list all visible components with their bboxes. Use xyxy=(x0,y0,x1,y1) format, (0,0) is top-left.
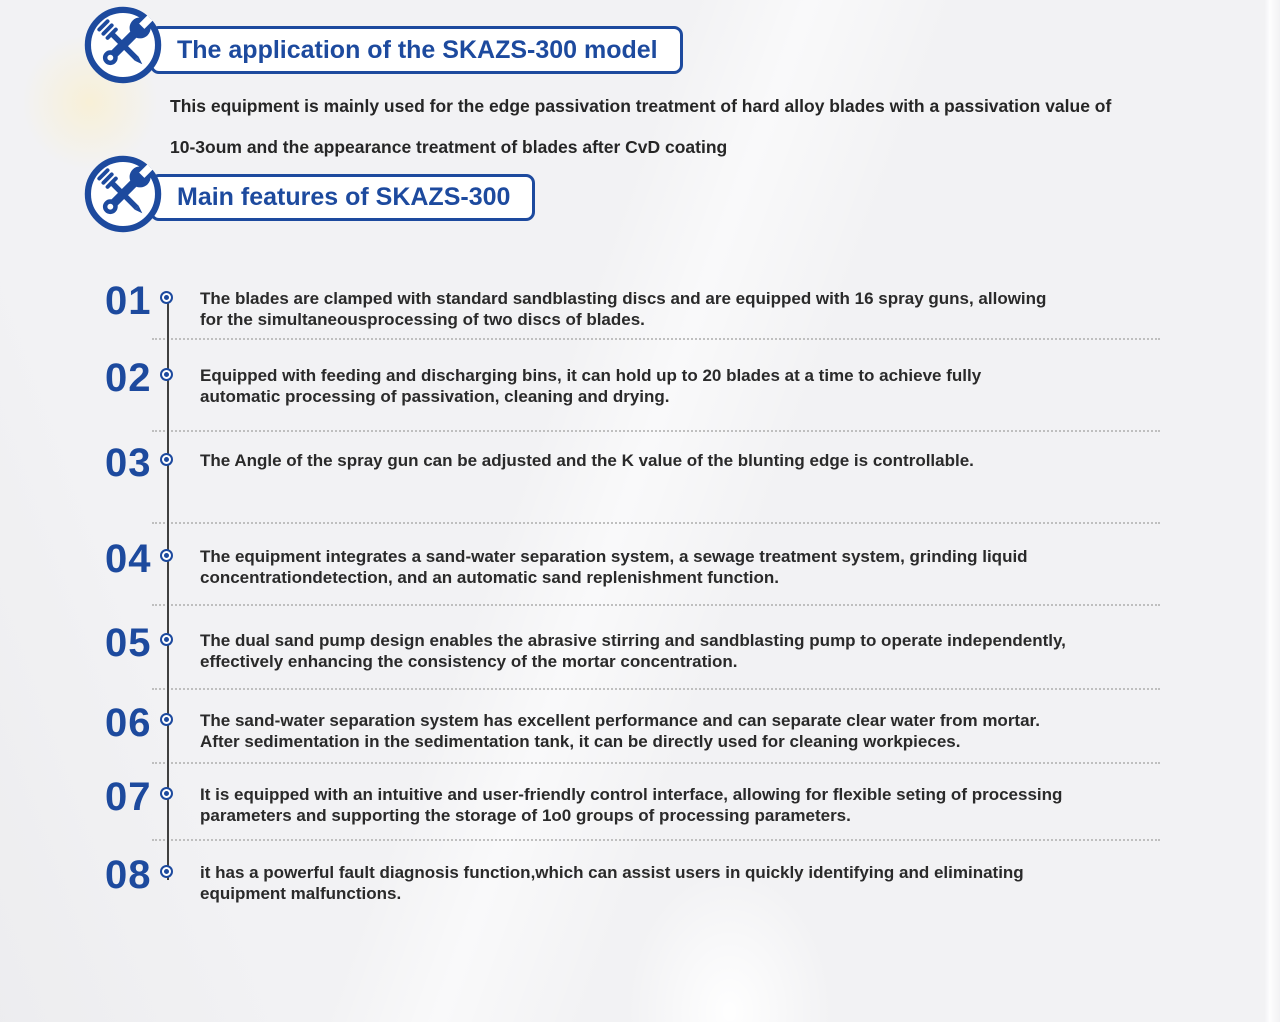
feature-text-line: effectively enhancing the consistency of the mortar concentration. xyxy=(200,652,738,671)
feature-text xyxy=(200,710,1190,752)
feature-text xyxy=(200,784,1190,826)
feature-text-line: The Angle of the spray gun can be adjusted and the K value of the blunting edge is controllable. xyxy=(200,451,974,470)
feature-number: 08 xyxy=(105,853,152,897)
feature-number: 07 xyxy=(105,775,152,819)
feature-item-02 xyxy=(105,356,1190,407)
feature-number: 06 xyxy=(105,701,152,745)
feature-item-03 xyxy=(105,441,1190,490)
feature-number: 03 xyxy=(105,441,152,485)
feature-text xyxy=(200,288,1190,330)
feature-item-08 xyxy=(105,853,1190,904)
dotted-divider xyxy=(152,688,1160,690)
feature-text-line: The sand-water separation system has excellent performance and can separate clear water from mortar. xyxy=(200,711,1040,730)
application-description-line: 10-3oum and the appearance treatment of blades after CvD coating xyxy=(170,137,728,157)
feature-item-05 xyxy=(105,621,1190,672)
feature-text xyxy=(200,450,1190,471)
feature-text xyxy=(200,862,1190,904)
feature-text-line: parameters and supporting the storage of 1o0 groups of processing parameters. xyxy=(200,806,851,825)
bullet-dot-icon xyxy=(162,455,171,464)
bullet-dot-icon xyxy=(162,370,171,379)
feature-item-01 xyxy=(105,279,1190,330)
features-section-title: Main features of SKAZS-300 xyxy=(150,174,535,221)
feature-number: 04 xyxy=(105,537,152,581)
bullet-dot-icon xyxy=(162,867,171,876)
dotted-divider xyxy=(152,604,1160,606)
feature-text-line: it has a powerful fault diagnosis function,which can assist users in quickly identifying and eliminating xyxy=(200,863,1024,882)
application-section-title: The application of the SKAZS-300 model xyxy=(150,26,683,74)
bullet-dot-icon xyxy=(162,551,171,560)
feature-item-07 xyxy=(105,775,1190,826)
dotted-divider xyxy=(152,522,1160,524)
feature-text xyxy=(200,365,1190,407)
feature-item-04 xyxy=(105,537,1190,588)
feature-text-line: for the simultaneousprocessing of two discs of blades. xyxy=(200,310,645,329)
feature-text xyxy=(200,546,1190,588)
feature-text-line: equipment malfunctions. xyxy=(200,884,402,903)
feature-text-line: It is equipped with an intuitive and user-friendly control interface, allowing for flexible seting of processing xyxy=(200,785,1063,804)
bullet-dot-icon xyxy=(162,635,171,644)
application-description xyxy=(170,86,1230,168)
features-list xyxy=(105,279,1190,904)
feature-text-line: concentrationdetection, and an automatic sand replenishment function. xyxy=(200,568,780,587)
bullet-dot-icon xyxy=(162,789,171,798)
feature-number: 01 xyxy=(105,279,152,323)
application-description-line: This equipment is mainly used for the edge passivation treatment of hard alloy blades with a passivation value of xyxy=(170,96,1112,116)
bullet-dot-icon xyxy=(162,293,171,302)
feature-text-line: Equipped with feeding and discharging bins, it can hold up to 20 blades at a time to achieve fully xyxy=(200,366,982,385)
bullet-dot-icon xyxy=(162,715,171,724)
feature-text-line: The blades are clamped with standard sandblasting discs and are equipped with 16 spray guns, allowing xyxy=(200,289,1047,308)
dotted-divider xyxy=(152,430,1160,432)
feature-number: 02 xyxy=(105,356,152,400)
dotted-divider xyxy=(152,762,1160,764)
feature-item-06 xyxy=(105,701,1190,752)
feature-text-line: The dual sand pump design enables the abrasive stirring and sandblasting pump to operate independently, xyxy=(200,631,1066,650)
dotted-divider xyxy=(152,839,1160,841)
feature-text-line: automatic processing of passivation, cleaning and drying. xyxy=(200,387,670,406)
feature-text-line: After sedimentation in the sedimentation tank, it can be directly used for cleaning workpieces. xyxy=(200,732,961,751)
feature-text xyxy=(200,630,1190,672)
feature-number: 05 xyxy=(105,621,152,665)
wrench-screwdriver-icon xyxy=(84,6,162,84)
wrench-screwdriver-icon xyxy=(84,155,162,233)
dotted-divider xyxy=(152,338,1160,340)
feature-text-line: The equipment integrates a sand-water separation system, a sewage treatment system, grinding liquid xyxy=(200,547,1028,566)
